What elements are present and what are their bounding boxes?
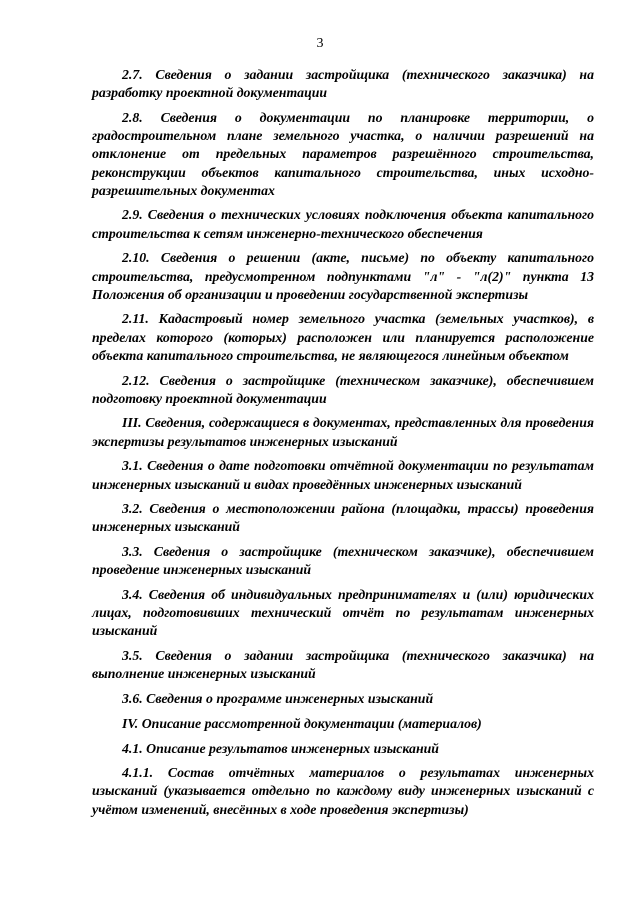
section-2-9: 2.9. Сведения о технических условиях подключения объекта капитального строительства к сетям инженерно-технического обеспечения <box>92 207 594 241</box>
section-2-7: 2.7. Сведения о задании застройщика (технического заказчика) на разработку проектной документации <box>92 67 594 101</box>
section-iii-heading: III. Сведения, содержащиеся в документах, представленных для проведения экспертизы результатов инженерных изысканий <box>92 415 594 449</box>
section-3-5: 3.5. Сведения о задании застройщика (технического заказчика) на выполнение инженерных изысканий <box>92 648 594 682</box>
section-3-1: 3.1. Сведения о дате подготовки отчётной документации по результатам инженерных изысканий и видах проведённых инженерных изысканий <box>92 458 594 492</box>
section-3-6: 3.6. Сведения о программе инженерных изысканий <box>122 691 434 707</box>
section-iv-heading: IV. Описание рассмотренной документации (материалов) <box>122 715 482 731</box>
document-body <box>92 66 594 819</box>
page-number: 3 <box>316 36 324 51</box>
section-3-3: 3.3. Сведения о застройщике (техническом заказчике), обеспечившем проведение инженерных изысканий <box>92 544 594 578</box>
section-2-10: 2.10. Сведения о решении (акте, письме) по объекту капитального строительства, предусмотренном подпунктами "л" - "л(2)" пункта 13 Положения об организации и проведении государственной экспертизы <box>92 250 594 302</box>
section-4-1-1: 4.1.1. Состав отчётных материалов о результатах инженерных изысканий (указывается отдельно по каждому виду инженерных изысканий с учётом изменений, внесённых в ходе проведения экспертизы) <box>92 765 594 817</box>
section-3-2: 3.2. Сведения о местоположении района (площадки, трассы) проведения инженерных изысканий <box>92 501 594 535</box>
section-2-12: 2.12. Сведения о застройщике (техническом заказчике), обеспечившем подготовку проектной документации <box>92 372 594 406</box>
section-3-4: 3.4. Сведения об индивидуальных предпринимателях и (или) юридических лицах, подготовивших технический отчёт по результатам инженерных изысканий <box>92 587 594 639</box>
section-4-1: 4.1. Описание результатов инженерных изысканий <box>122 740 439 756</box>
section-2-8: 2.8. Сведения о документации по планировке территории, о градостроительном плане земельного участка, о наличии разрешений на отклонение от предельных параметров разрешённого строительства, реконструкции объектов капитального строительства, иных исходно-разрешительных документах <box>92 109 594 198</box>
section-2-11: 2.11. Кадастровый номер земельного участка (земельных участков), в пределах которого (которых) расположен или планируется расположение объекта капитального строительства, не являющегося линейным объектом <box>92 311 594 363</box>
